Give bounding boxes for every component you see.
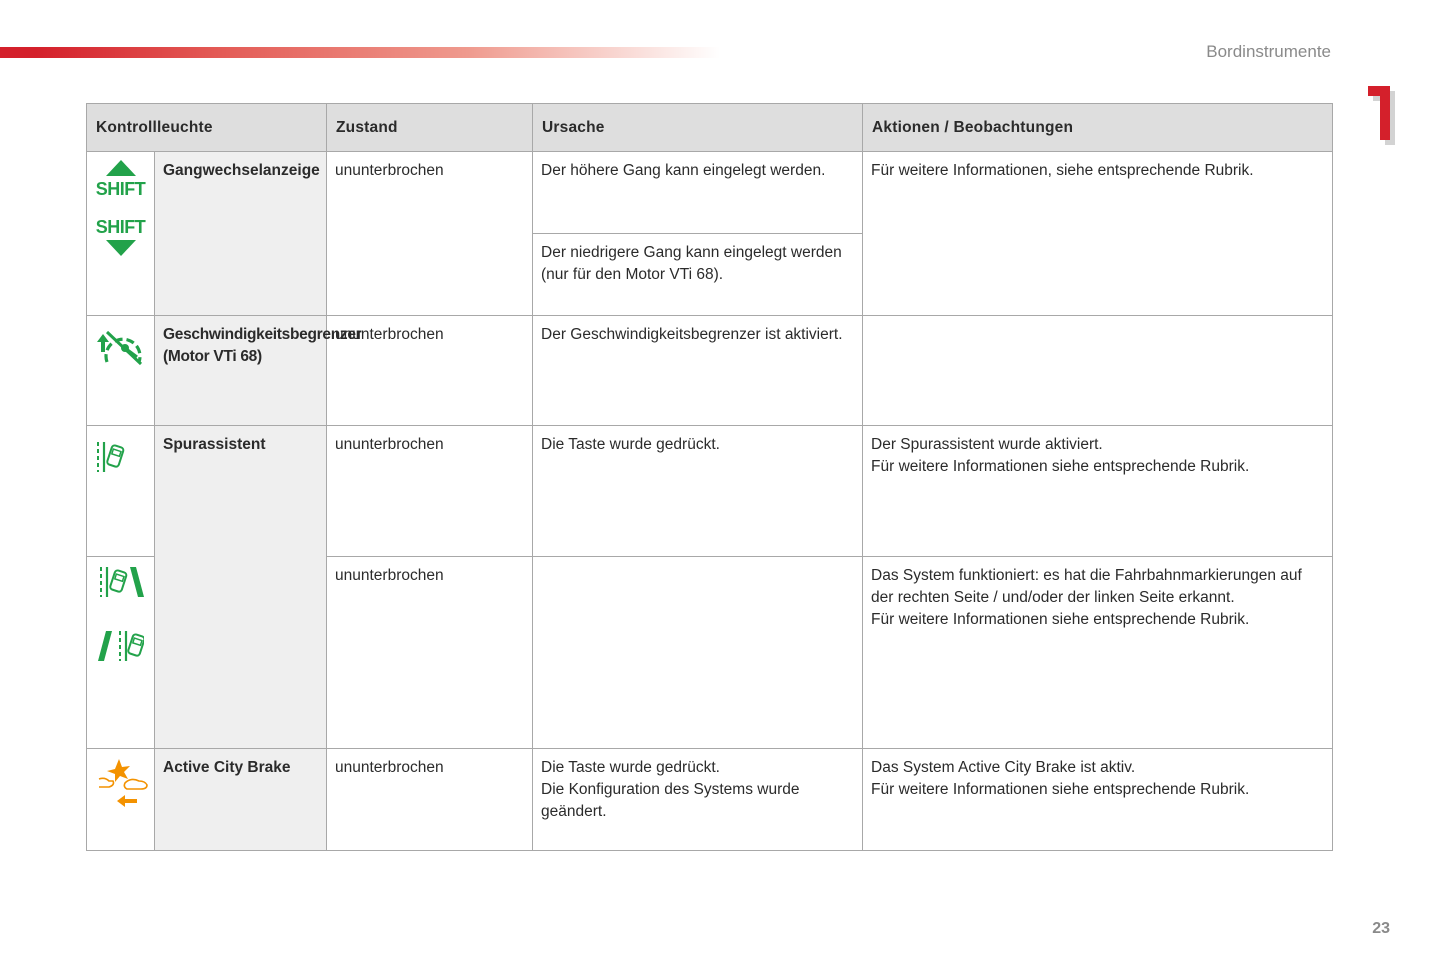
city-brake-icon-cell	[87, 749, 155, 851]
cause-cell: Die Taste wurde gedrückt.	[533, 426, 863, 557]
indicator-name	[155, 316, 362, 426]
state-cell: ununterbrochen	[327, 426, 533, 557]
lane-right-detected-icon	[98, 565, 144, 599]
indicator-name-line: (Motor VTi 68)	[163, 348, 262, 365]
shift-up-icon: SHIFT	[95, 179, 146, 199]
arrow-down-icon	[106, 240, 136, 256]
active-city-brake-icon	[95, 757, 151, 809]
lane-detected-icon-cell	[87, 557, 155, 749]
shift-down-icon: SHIFT	[95, 217, 146, 237]
header-ursache: Ursache	[533, 104, 863, 152]
lane-left-detected-icon	[98, 629, 144, 663]
header-kontrollleuchte: Kontrollleuchte	[87, 104, 327, 152]
table-header-row	[87, 104, 1333, 152]
action-cell	[863, 426, 1333, 557]
section-title: Bordinstrumente	[1206, 42, 1331, 61]
table-row	[87, 152, 1333, 234]
lane-assist-icon	[95, 440, 125, 474]
action-cell	[863, 557, 1333, 749]
cause-line: Die Taste wurde gedrückt.	[541, 759, 720, 776]
indicator-name: Spurassistent	[155, 426, 327, 749]
indicator-name: Active City Brake	[155, 749, 327, 851]
action-line: Der Spurassistent wurde aktiviert.	[871, 436, 1103, 453]
cause-line: Die Konfiguration des Systems wurde geändert.	[541, 781, 800, 820]
indicator-name: Gangwechselanzeige	[155, 152, 327, 316]
indicator-name-line: Geschwindigkeitsbegrenzer	[163, 326, 362, 343]
page-number: 23	[1372, 920, 1390, 937]
lane-assist-icon-cell	[87, 426, 155, 557]
indicator-table	[86, 103, 1333, 851]
action-line: Das System funktioniert: es hat die Fahrbahnmarkierungen auf der rechten Seite / und/oder der linken Seite erkannt.	[871, 567, 1302, 606]
action-line: Für weitere Informationen siehe entsprechende Rubrik.	[871, 458, 1250, 475]
cause-cell	[533, 749, 863, 851]
cause-cell: Der niedrigere Gang kann eingelegt werden (nur für den Motor VTi 68).	[533, 234, 863, 316]
header-accent-bar	[0, 47, 720, 58]
header-aktionen: Aktionen / Beobachtungen	[863, 104, 1333, 152]
header-zustand: Zustand	[327, 104, 533, 152]
table-row	[87, 426, 1333, 557]
action-line: Für weitere Informationen siehe entsprechende Rubrik.	[871, 781, 1250, 798]
table-row	[87, 316, 1333, 426]
shift-indicator-icon-cell	[87, 152, 155, 316]
chapter-label: 1	[1366, 84, 1367, 85]
action-line: Für weitere Informationen siehe entsprechende Rubrik.	[871, 611, 1250, 628]
action-cell	[863, 749, 1333, 851]
action-cell	[863, 316, 1333, 426]
state-cell: ununterbrochen	[327, 557, 533, 749]
state-cell: ununterbrochen	[327, 749, 533, 851]
speed-limiter-icon	[95, 324, 151, 368]
action-line: Das System Active City Brake ist aktiv.	[871, 759, 1136, 776]
cause-cell	[533, 557, 863, 749]
arrow-up-icon	[106, 160, 136, 176]
cause-cell: Der Geschwindigkeitsbegrenzer ist aktiviert.	[533, 316, 863, 426]
state-cell: ununterbrochen	[327, 316, 533, 426]
speed-limiter-icon-cell	[87, 316, 155, 426]
chapter-number	[1366, 84, 1400, 146]
state-cell: ununterbrochen	[327, 152, 533, 316]
action-cell: Für weitere Informationen, siehe entsprechende Rubrik.	[863, 152, 1333, 316]
cause-cell: Der höhere Gang kann eingelegt werden.	[533, 152, 863, 234]
table-row	[87, 749, 1333, 851]
